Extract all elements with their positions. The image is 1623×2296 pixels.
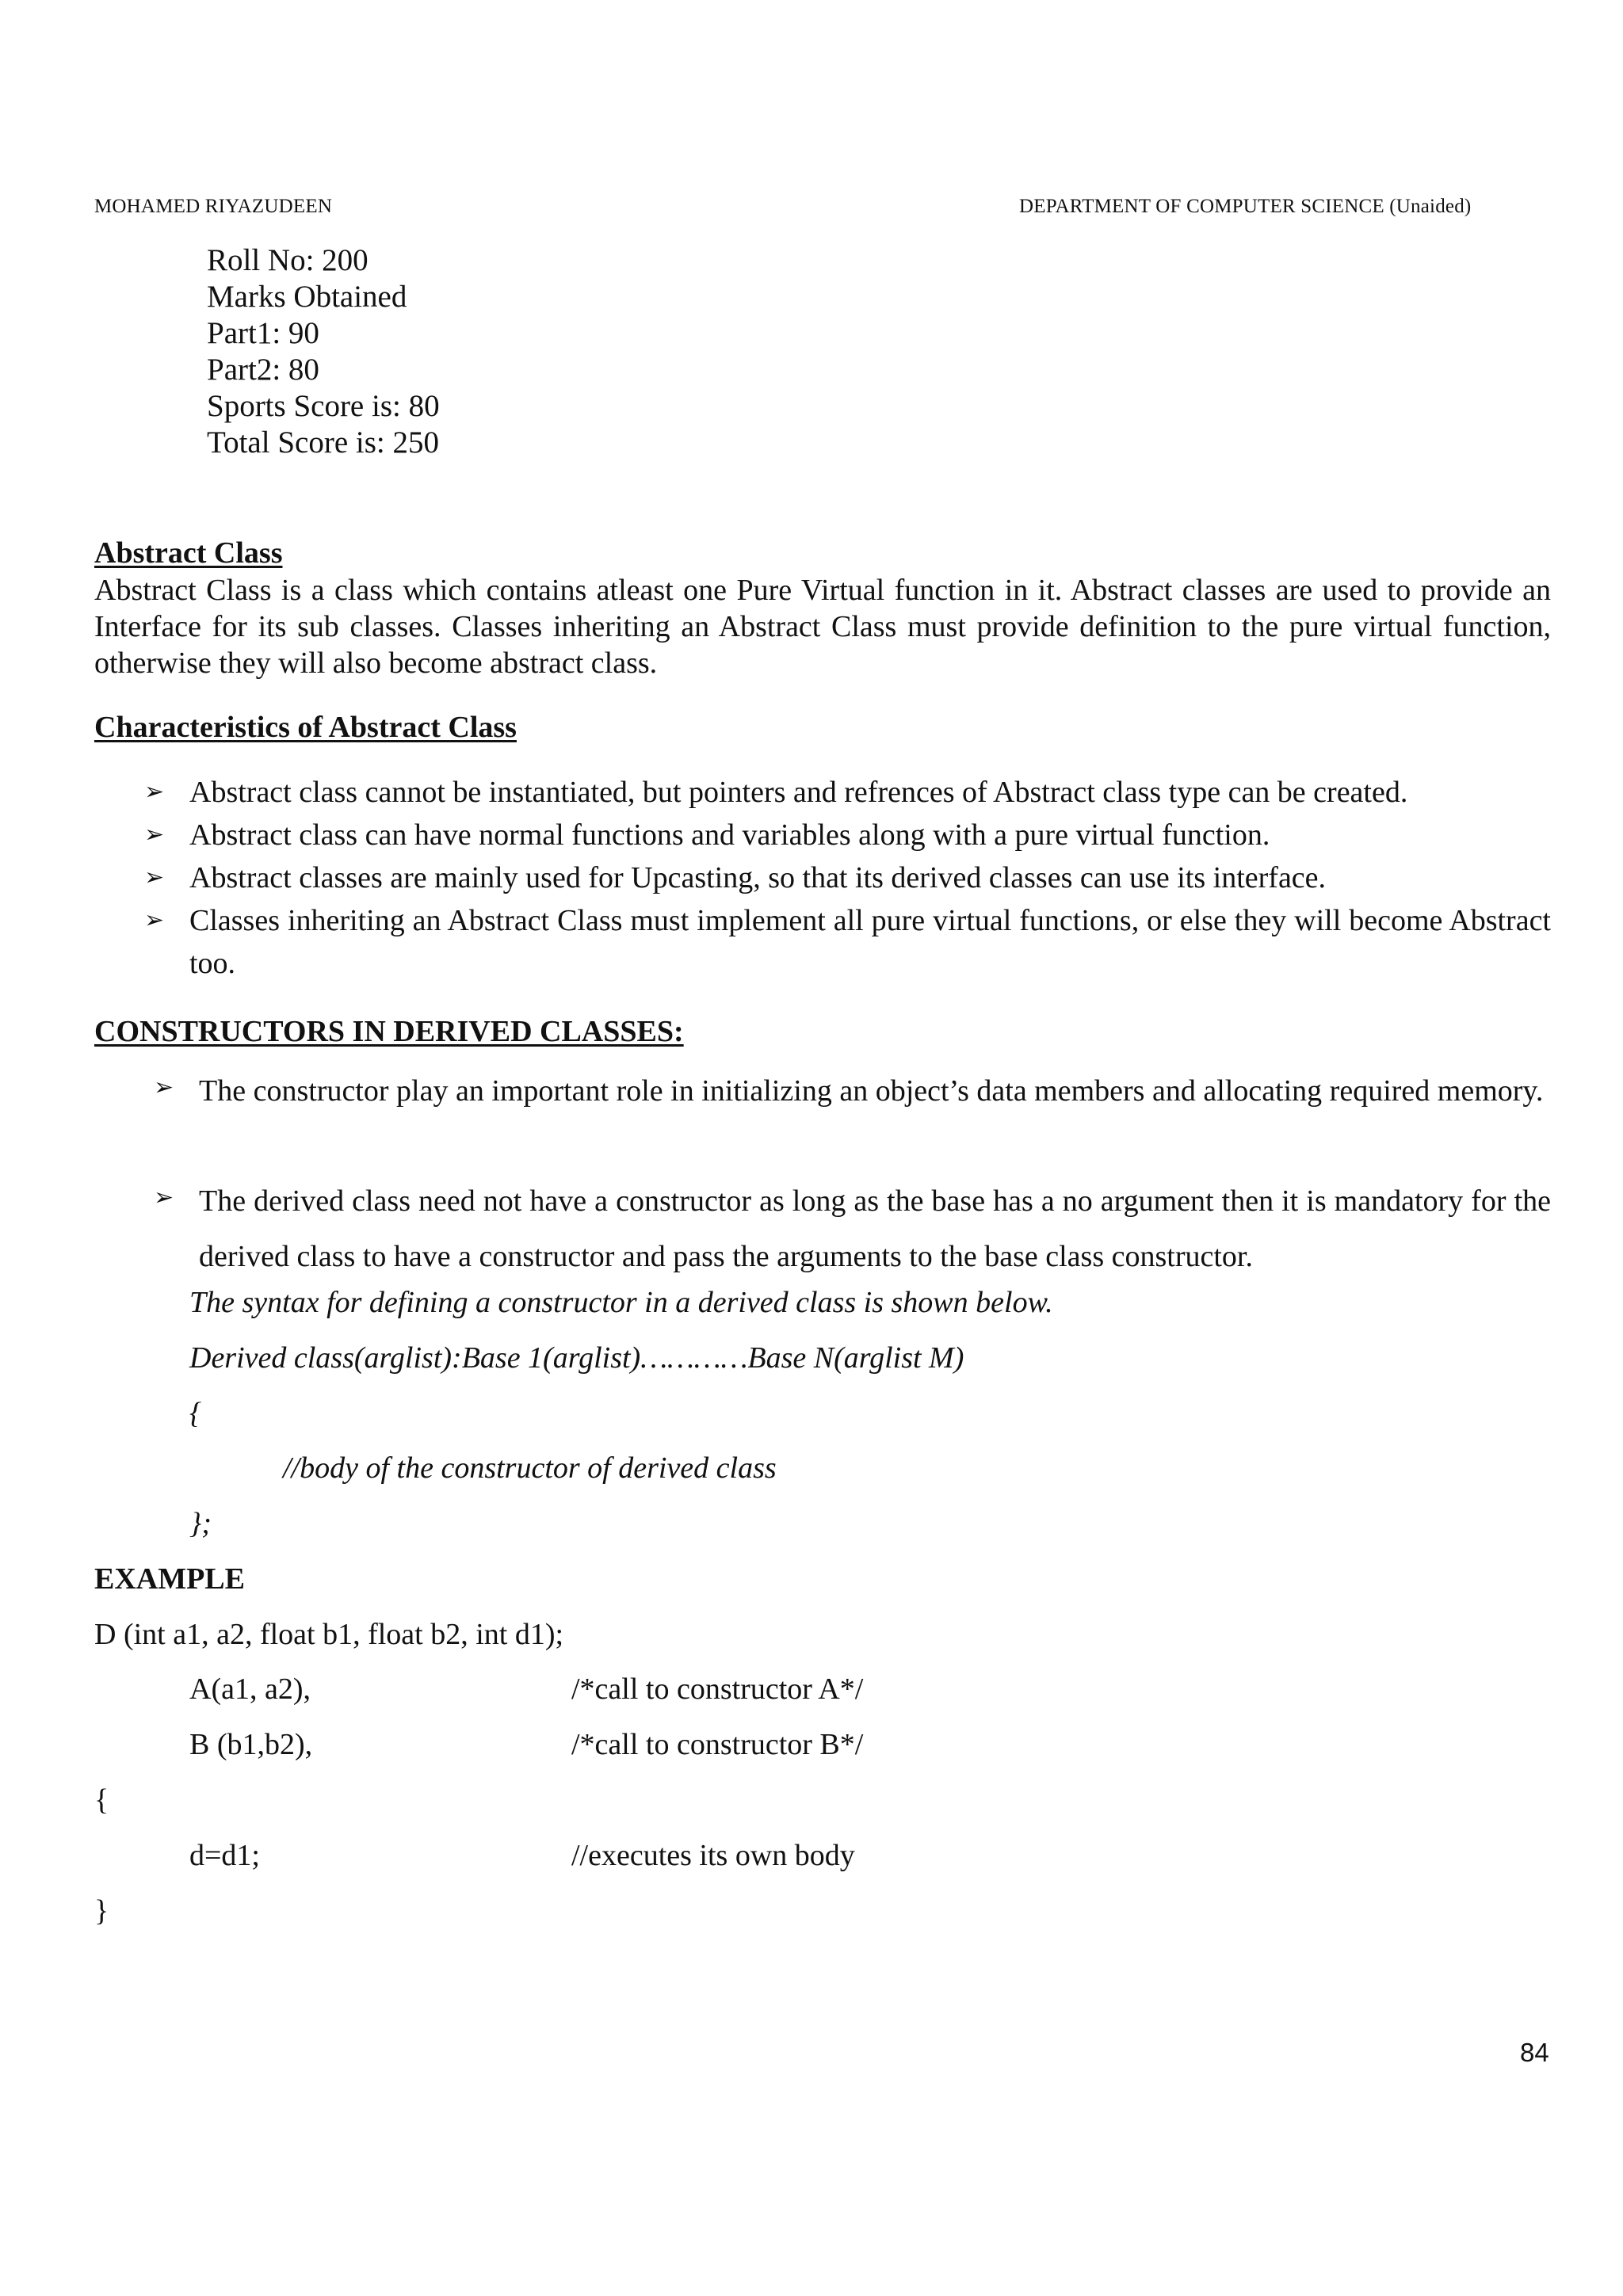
example-body-comment: //executes its own body (571, 1839, 855, 1872)
syntax-declaration: Derived class(arglist):Base 1(arglist)…………Base N(arglist M) (189, 1341, 964, 1375)
example-close-brace: } (94, 1894, 109, 1928)
characteristic-item: Abstract classes are mainly used for Upcasting, so that its derived classes can use its interface. (189, 861, 1327, 894)
example-body-stmt: d=d1; (189, 1839, 260, 1872)
output-total-score: Total Score is: 250 (207, 425, 439, 460)
example-call-a-comment: /*call to constructor A*/ (571, 1672, 864, 1706)
example-heading: EXAMPLE (94, 1562, 245, 1596)
abstract-class-heading: Abstract Class (94, 536, 283, 570)
page-number: 84 (1520, 2038, 1549, 2067)
bullet-arrow-icon: ➢ (144, 778, 165, 806)
characteristic-item: Classes inheriting an Abstract Class must implement all pure virtual functions, or else they will become Abstract too. (189, 904, 1551, 980)
syntax-body-comment: //body of the constructor of derived class (283, 1451, 777, 1485)
abstract-class-paragraph: Abstract Class is a class which contains atleast one Pure Virtual function in it. Abstract classes are used to provide an Interface for its sub classes. Classes inheriting an Abstract Class must provide definition to the pure virtual function, otherwise they will also become abstract class. (94, 574, 1551, 680)
bullet-arrow-icon: ➢ (144, 864, 165, 891)
bullet-arrow-icon: ➢ (144, 821, 165, 849)
characteristic-item: Abstract class can have normal functions and variables along with a pure virtual function. (189, 818, 1270, 852)
header-author: MOHAMED RIYAZUDEEN (94, 196, 333, 217)
output-part2: Part2: 80 (207, 353, 319, 387)
bullet-arrow-icon: ➢ (144, 906, 165, 934)
example-call-b-comment: /*call to constructor B*/ (571, 1728, 864, 1761)
example-call-b: B (b1,b2), (189, 1728, 313, 1761)
output-marks-obtained: Marks Obtained (207, 280, 407, 314)
header-department: DEPARTMENT OF COMPUTER SCIENCE (Unaided) (1019, 196, 1472, 217)
example-signature: D (int a1, a2, float b1, float b2, int d1); (94, 1618, 564, 1651)
syntax-open-brace: { (189, 1397, 202, 1430)
syntax-intro: The syntax for defining a constructor in a derived class is shown below. (189, 1286, 1053, 1319)
characteristics-heading: Characteristics of Abstract Class (94, 711, 517, 744)
example-open-brace: { (94, 1783, 109, 1817)
bullet-arrow-icon: ➢ (154, 1184, 174, 1211)
syntax-close-brace: }; (189, 1507, 212, 1540)
constructors-heading: CONSTRUCTORS IN DERIVED CLASSES: (94, 1015, 684, 1048)
output-part1: Part1: 90 (207, 316, 319, 350)
output-roll-no: Roll No: 200 (207, 243, 369, 277)
bullet-arrow-icon: ➢ (154, 1074, 174, 1101)
constructor-item: The derived class need not have a constructor as long as the base has a no argument then it is mandatory for the derived class to have a constructor and pass the arguments to the base class constructor. (199, 1184, 1551, 1273)
characteristic-item: Abstract class cannot be instantiated, but pointers and refrences of Abstract class type can be created. (189, 776, 1408, 809)
constructor-item: The constructor play an important role in initializing an object’s data members and allocating required memory. (199, 1074, 1544, 1108)
example-call-a: A(a1, a2), (189, 1672, 311, 1706)
output-sports-score: Sports Score is: 80 (207, 389, 440, 423)
